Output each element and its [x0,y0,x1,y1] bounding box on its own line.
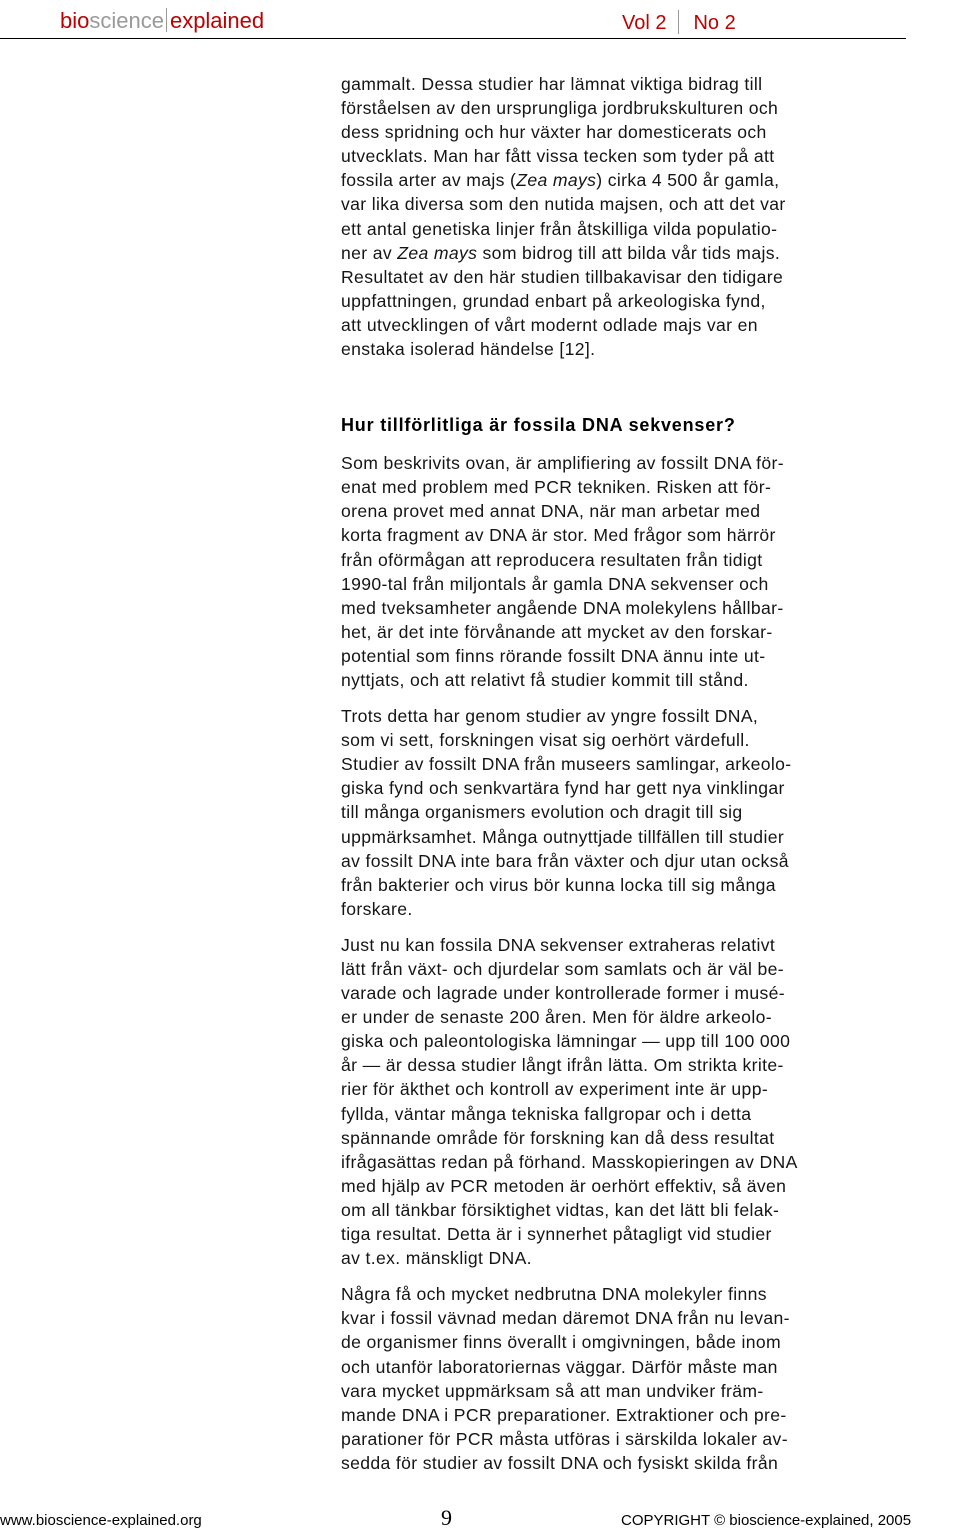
text-run: till många organismers evolution och dragit till sig [341,802,743,823]
brand-divider [166,8,167,32]
text-run: enstaka isolerad händelse [12]. [341,339,596,360]
text-run: spännande område för forskning kan då dess resultat [341,1127,775,1148]
text-run: fossila arter av majs ( [341,170,517,191]
text-run: var lika diversa som den nutida majsen, och att det var [341,194,786,215]
paragraph [341,451,906,692]
text-run: Just nu kan fossila DNA sekvenser extraheras relativt [341,934,776,955]
text-run: Trots detta har genom studier av yngre fossilt DNA, [341,706,759,727]
text-run: de organismer finns överallt i omgivningen, både inom [341,1332,782,1353]
brand-science: science [89,8,164,33]
paragraph [341,704,906,921]
text-run: fyllda, väntar många tekniska fallgropar och i detta [341,1103,752,1124]
text-run: ifrågasättas redan på förhand. Masskopieringen av DNA [341,1151,798,1172]
text-run: om all tänkbar försiktighet vidtas, kan det lätt bli felak- [341,1199,780,1220]
text-run: med hjälp av PCR metoden är oerhört effektiv, så även [341,1175,787,1196]
text-run: uppmärksamhet. Många outnyttjade tillfällen till studier [341,826,785,847]
text-run: rier för äkthet och kontroll av experiment inte är upp- [341,1079,769,1100]
page-header [0,0,906,39]
section-heading: Hur tillförlitliga är fossila DNA sekvenser? [341,415,736,436]
footer-copyright: COPYRIGHT © bioscience-explained, 2005 [621,1512,912,1529]
volume-label: Vol 2 [622,12,667,34]
text-run: gammalt. Dessa studier har lämnat viktiga bidrag till [341,74,763,94]
article-section-reliability [341,451,906,1475]
issue-divider [678,10,679,34]
text-run: nyttjats, och att relativt få studier kommit till stånd. [341,669,749,690]
text-run: tiga resultat. Detta är i synnerhet påtagligt vid studier [341,1224,772,1245]
text-run: dess spridning och hur växter har domesticerats och [341,122,767,143]
text-run: ) cirka 4 500 år gamla, [596,170,780,191]
text-run: ett antal genetiska linjer från åtskilliga vilda populatio- [341,218,778,239]
footer-url: www.bioscience-explained.org [0,1512,202,1529]
text-run: som vi sett, forskningen visat sig oerhört värdefull. [341,730,750,751]
text-run: Några få och mycket nedbrutna DNA molekyler finns [341,1284,767,1305]
text-run: av t.ex. mänskligt DNA. [341,1248,532,1269]
text-run: och utanför laboratoriernas väggar. Därför måste man [341,1356,778,1377]
page-number: 9 [441,1505,452,1530]
text-run: från bakterier och virus bör kunna locka till sig många [341,874,776,895]
text-run: av fossilt DNA inte bara från växter och djur utan också [341,850,789,871]
issue-number: No 2 [693,12,736,34]
text-run: kvar i fossil vävnad medan däremot DNA från nu levan- [341,1308,790,1329]
text-run: giska och paleontologiska lämningar — upp till 100 000 [341,1031,791,1052]
journal-logo [60,8,264,34]
issue-info [622,10,736,35]
species-name: Zea mays [397,242,478,263]
text-run: parationer för PCR måsta utföras i särskilda lokaler av- [341,1428,788,1449]
text-run: Studier av fossilt DNA från museers samlingar, arkeolo- [341,754,792,775]
paragraph [341,72,906,361]
text-run: utvecklats. Man har fått vissa tecken som tyder på att [341,146,775,167]
brand-explained: explained [169,8,265,33]
text-run: förståelsen av den ursprungliga jordbrukskulturen och [341,98,779,119]
text-run: enat med problem med PCR tekniken. Risken att för- [341,477,772,498]
article-body [341,72,906,1487]
text-run: Som beskrivits ovan, är amplifiering av fossilt DNA för- [341,453,784,474]
text-run: att utvecklingen of vårt modernt odlade majs var en [341,314,758,335]
text-run: potential som finns rörande fossilt DNA ännu inte ut- [341,645,766,666]
paragraph [341,1282,906,1475]
text-run: med tveksamheter angående DNA molekylens hållbar- [341,597,784,618]
text-run: som bidrog till att bilda vår tids majs. [477,242,781,263]
article-section-intro [341,72,906,361]
text-run: lätt från växt- och djurdelar som samlats och är väl be- [341,959,785,979]
brand-bio: bio [60,8,90,33]
text-run: het, är det inte förvånande att mycket av den forskar- [341,621,773,642]
text-run: 1990-tal från miljontals år gamla DNA sekvenser och [341,573,769,594]
species-name: Zea mays [516,170,597,191]
text-run: ner av [341,242,398,263]
text-run: orena provet med annat DNA, när man arbetar med [341,501,761,522]
text-run: vara mycket uppmärksam så att man undviker främ- [341,1380,764,1401]
text-run: uppfattningen, grundad enbart på arkeologiska fynd, [341,290,766,311]
paragraph [341,933,906,1270]
text-run: forskare. [341,898,413,919]
text-run: varade och lagrade under kontrollerade former i musé- [341,983,785,1004]
text-run: från oförmågan att reproducera resultaten från tidigt [341,549,763,570]
text-run: er under de senaste 200 åren. Men för äldre arkeolo- [341,1007,772,1028]
text-run: giska fynd och senkvartära fynd har gett nya vinklingar [341,778,785,799]
text-run: mande DNA i PCR preparationer. Extraktioner och pre- [341,1404,787,1425]
text-run: korta fragment av DNA är stor. Med frågor som härrör [341,525,776,546]
text-run: år — är dessa studier långt ifrån lätta. Om strikta krite- [341,1055,784,1076]
text-run: Resultatet av den här studien tillbakavisar den tidigare [341,266,784,287]
text-run: sedda för studier av fossilt DNA och fysiskt skilda från [341,1452,779,1473]
